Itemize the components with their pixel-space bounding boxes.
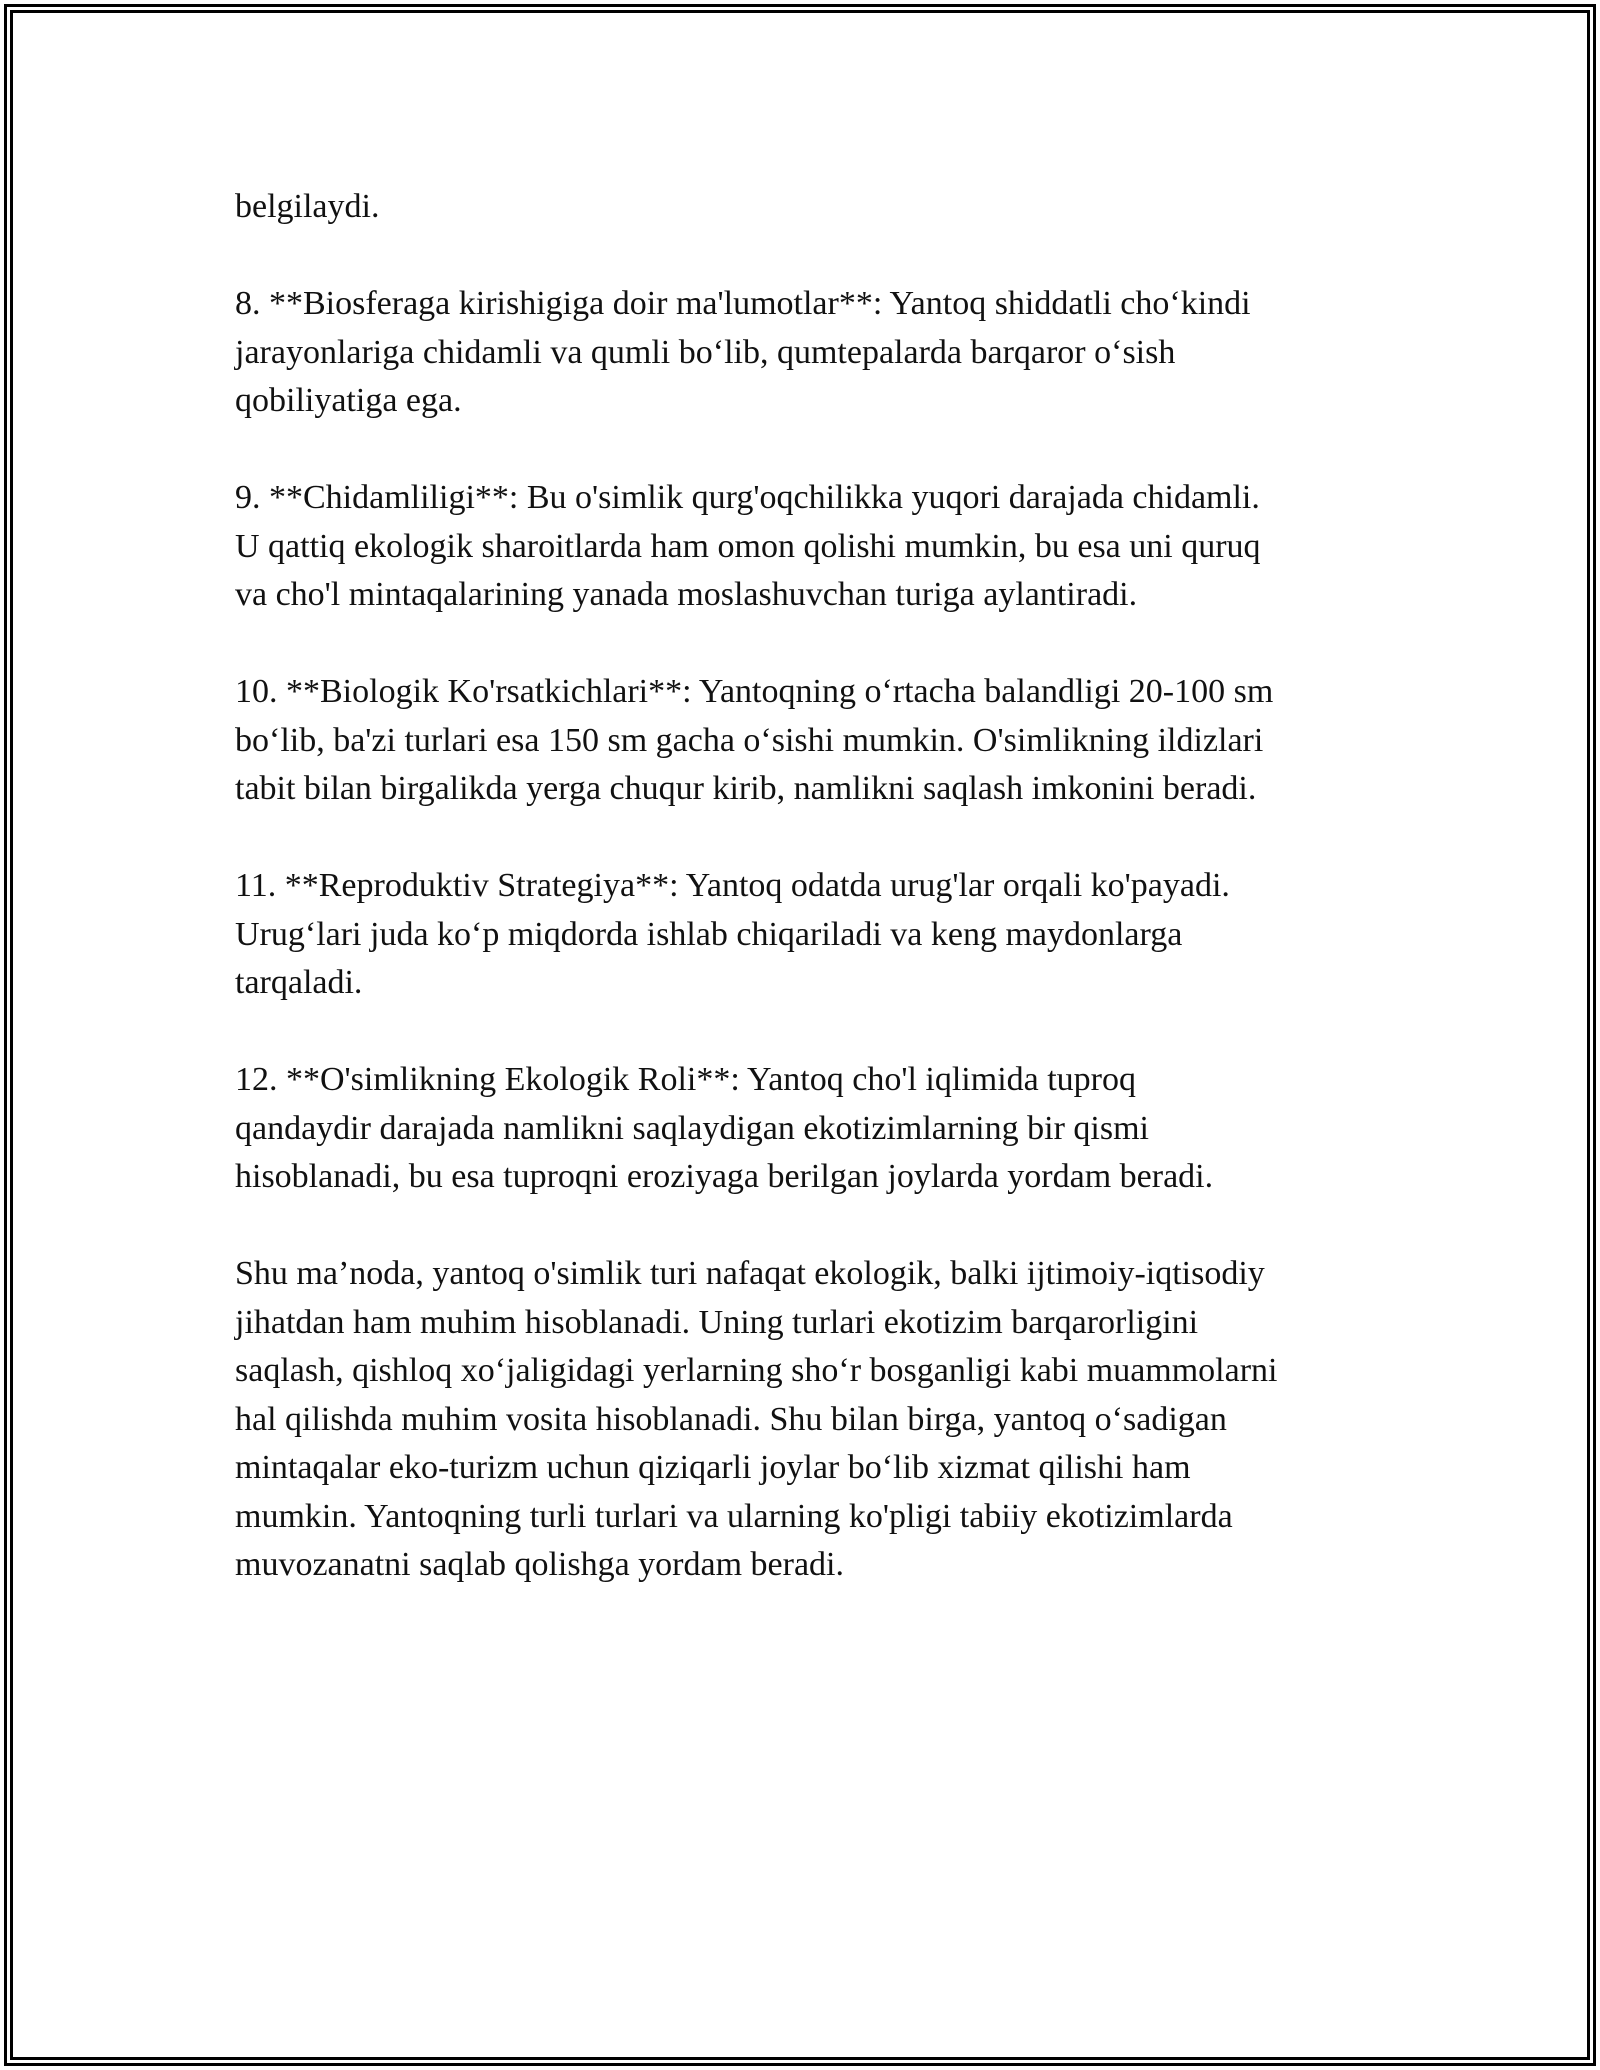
paragraph-item-9: 9. **Chidamliligi**: Bu o'simlik qurg'oqchilikka yuqori darajada chidamli. U qattiq ekologik sharoitlarda ham omon qolishi mumkin, bu esa uni quruq va cho'l mintaqalarining yanada moslashuvchan turiga aylantiradi.	[235, 479, 1261, 613]
page-content	[235, 183, 1365, 1638]
paragraph-item-12: 12. **O'simlikning Ekologik Roli**: Yantoq cho'l iqlimida tuproq qandaydir darajada namlikni saqlaydigan ekotizimlarning bir qismi hisoblanadi, bu esa tuproqni eroziyaga berilgan joylarda yordam beradi.	[235, 1061, 1214, 1195]
paragraph-continuation: belgilaydi.	[235, 188, 380, 225]
paragraph-item-10: 10. **Biologik Ko'rsatkichlari**: Yantoqning o‘rtacha balandligi 20-100 sm bo‘lib, ba'zi turlari esa 150 sm gacha o‘sishi mumkin. O'simlikning ildizlari tabit bilan birgalikda yerga chuqur kirib, namlikni saqlash imkonini beradi.	[235, 673, 1274, 807]
paragraph-item-8: 8. **Biosferaga kirishigiga doir ma'lumotlar**: Yantoq shiddatli cho‘kindi jarayonlariga chidamli va qumli bo‘lib, qumtepalarda barqaror o‘sish qobiliyatiga ega.	[235, 285, 1251, 419]
paragraph-item-11: 11. **Reproduktiv Strategiya**: Yantoq odatda urug'lar orqali ko'payadi. Urug‘lari juda ko‘p miqdorda ishlab chiqariladi va keng maydonlarga tarqaladi.	[235, 867, 1230, 1001]
paragraph-conclusion: Shu ma’noda, yantoq o'simlik turi nafaqat ekologik, balki ijtimoiy-iqtisodiy jihatdan ham muhim hisoblanadi. Uning turlari ekotizim barqarorligini saqlash, qishloq xo‘jaligidagi yerlarning sho‘r bosganligi kabi muammolarni hal qilishda muhim vosita hisoblanadi. Shu bilan birga, yantoq o‘sadigan mintaqalar eko-turizm uchun qiziqarli joylar bo‘lib xizmat qilishi ham mumkin. Yantoqning turli turlari va ularning ko'pligi tabiiy ekotizimlarda muvozanatni saqlab qolishga yordam beradi.	[235, 1255, 1278, 1583]
